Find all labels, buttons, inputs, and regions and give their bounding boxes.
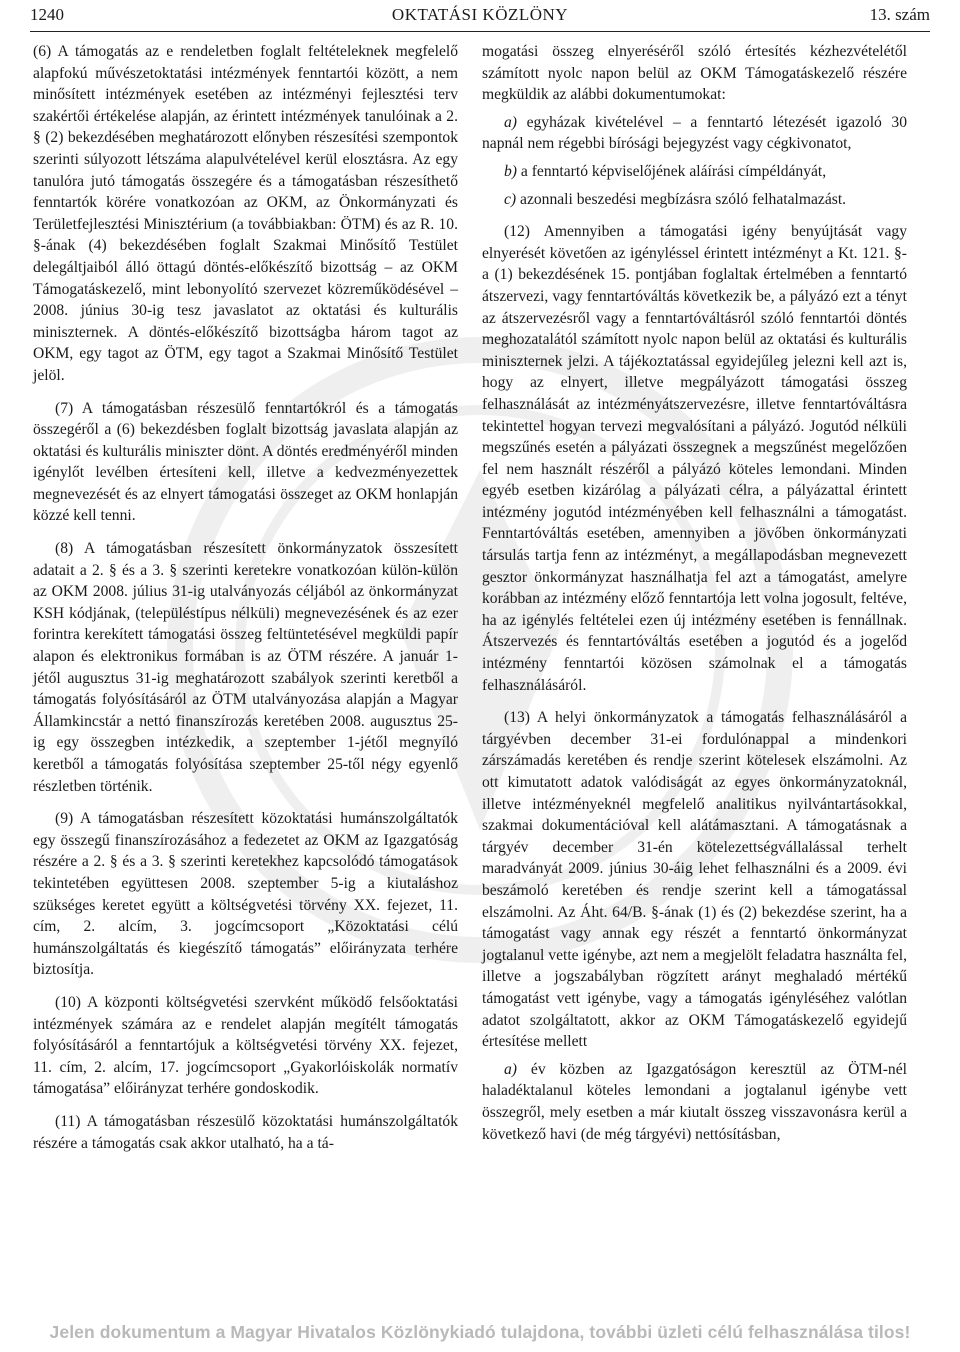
paragraph-6: (6) A támogatás az e rendeletben foglalt feltételeknek megfelelő alapfokú művészetoktatási intézmények fenntartói között, a nem minősített intézmények esetében az intézményi fejlesztési terv szakértői értékelése alapján, az érintett intézmények tanulóinak a 2. § (2) bekezdésében meghatározott előnyben részesítési szempontok szerinti súlyozott létszáma alapulvételével kerül elosztásra. Az egy tanulóra jutó támogatás összegére és a támogatásban részesíthető fenntartók körére vonatkozóan az OKM, az Önkormányzati és Területfejlesztési Minisztérium (a továbbiakban: ÖTM) és az R. 10. §-ának (4) bekezdésében foglalt Szakmai Minősítő Testület delegáltjaiból álló öttagú döntés-előkészítő bizottság – az OKM Támogatáskezelő, mint lebonyolító szervezet közreműködésével – 2008. június 30-ig tesz javaslatot az oktatási és kulturális miniszternek. A döntés-előkészítő bizottságba három tagot az OKM, egy tagot az ÖTM, egy tagot a Szakmai Minősítő Testület jelöl. — [33, 43, 458, 384]
paragraph-9: (9) A támogatásban részesített közoktatási humánszolgáltatók egy összegű finanszírozásához a fedezetet az OKM az Igazgatóság részére a 2. § és a 3. § szerinti keretekhez kapcsolódó támogatások tekintetében együttesen 2008. szeptember 5-ig a kiutaláshoz szükséges keretet együtt a költségvetési törvény XX. fejezet, 11. cím, 2. alcím, 3. jogcímcsoport „Közoktatási célú humánszolgáltatás és kiegészítő támogatás” előirányzata terhére biztosítja. — [33, 810, 458, 979]
paragraph-11-continuation: mogatási összeg elnyeréséről szóló értesítés kézhezvételétől számított nyolc napon belül az OKM Támogatáskezelő részére megküldik az alábbi dokumentumokat: — [482, 43, 907, 104]
issue-number: 13. szám — [869, 5, 930, 24]
page-number: 1240 — [30, 5, 64, 24]
final-item-a — [482, 1059, 907, 1145]
item-marker: a) — [504, 113, 517, 131]
item-marker: c) — [504, 190, 517, 208]
item-text: a fenntartó képviselőjének aláírási címpéldányát, — [520, 162, 827, 180]
paragraph-8: (8) A támogatásban részesített önkormányzatok összesített adatait a 2. § és a 3. § szerinti keretekre vonatkozóan külön-külön az OKM 2008. július 31-ig utalványozás céljából az önkormányzat KSH kódjának, (településtípus nélküli) megnevezésének és az ezer forintra kerekített támogatási összeg feltüntetésével megküldi papír alapon és elektronikus formában is az ÖTM részére. A január 1-jétől augusztus 31-ig meghatározott szabályok szerinti keretből a támogatás folyósításáról az ÖTM utalványozása alapján a Magyar Államkincstár a nettó finanszírozás keretében 2008. augusztus 25-ig egy összegben intézkedik, a szeptember 1-jétől megnyíló keretből a támogatás folyósítása szeptember 25-től négy egyenlő részletben történik. — [33, 540, 458, 795]
paragraph-10: (10) A központi költségvetési szervként működő felsőoktatási intézmények számára az e rendelet alapján megítélt támogatás folyósításáról a fenntartójuk a költségvetési törvény XX. fejezet, 11. cím, 2. alcím, 17. jogcímcsoport „Gyakorlóiskolák normatív támogatása” előirányzat terhére gondoskodik. — [33, 993, 458, 1098]
publication-title: OKTATÁSI KÖZLÖNY — [391, 5, 569, 24]
paragraph-13: (13) A helyi önkormányzatok a támogatás felhasználásáról a tárgyévben december 31-ei fordulónappal a mindenkori zárszámadás keretében és rendje szerint kötelesek elszámolni. Az ott kimutatott adatok valódiságát az egyes önkormányzatoknál, illetve intézményeknél megfelelő analitikus nyilvántartásokkal, szakmai dokumentációval kell alátámasztani. A támogatásnak a tárgyév december 31-én kötelezettségvállalással terhelt maradványát 2009. június 30-áig lehet felhasználni és a 2009. évi beszámoló keretében és rendje szerint kell a támogatással elszámolni. Az Áht. 64/B. §-ának (1) és (2) bekezdése szerint, ha a támogatást vagy annak egy részét a fenntartó önkormányzat jogtalanul vette igénybe, azt nem a megjelölt feladatra használta fel, illetve a jogszabályban rögzített arányt meghaladó mértékű támogatást vett igénybe, vagy a támogatás igényléséhez valótlan adatot szolgáltatott, akkor az OKM Támogatáskezelő egyidejű értesítése mellett — [482, 709, 907, 1051]
item-marker: a) — [504, 1060, 517, 1078]
document-item-b — [482, 161, 907, 183]
document-item-a — [482, 112, 907, 155]
paragraph-7: (7) A támogatásban részesülő fenntartókról és a támogatás összegéről a (6) bekezdésben foglalt bizottság javaslata alapján az oktatási és kulturális miniszter dönt. A döntés eredményéről minden igénylőt levélben értesíteni kell, illetve a kedvezményezettek megnevezését és az elnyert támogatási összeget az OKM honlapján közzé kell tenni. — [33, 399, 458, 525]
right-column — [482, 41, 907, 1145]
paragraph-12: (12) Amennyiben a támogatási igény benyújtását vagy elnyerését követően az igényléssel érintett intézményt a Kt. 121. §-a (1) bekezdésének 15. pontjában foglaltak értelmében a fenntartó átszervezi, vagy fenntartóváltás következik be, a pályázó ezt a tényt az átszervezésről vagy a fenntartóváltásról szóló fenntartói döntés meghozatalától számított nyolc napon belül az oktatási és kulturális miniszternek jelzi. A tájékoztatással egyidejűleg jelezni kell azt is, hogy az elnyert, illetve megpályázott támogatási összeg felhasználását az intézményátszervezésre, illetve fenntartóváltásra tekintettel hogyan tervezi megvalósítani a pályázó. Jogutód nélküli megszűnés esetén a pályázati összegnek a megszűnést megelőzően fel nem használt részéről a pályázó köteles lemondani. Minden egyéb esetben kizárólag a pályázati célra, a pályázattal érintett intézmény jogutód intézményében kell felhasználni a támogatást. Fenntartóváltás esetében, amennyiben a jövőben önkormányzati társulás tartja fenn az intézményt, a megállapodásban megnevezett gesztor önkormányzat használhatja fel azt a támogatást, amelyre korábban az intézmény előző fenntartója lett volna jogosult, feltéve, ha az igénylés feltételei ezen új intézmény esetében is fennállnak. Átszervezés és fenntartóváltás esetében a jogutód és a jogelőd intézmény fenntartói közösen számolnak el a támogatás felhasználásáról. — [482, 223, 907, 694]
item-text: azonnali beszedési megbízásra szóló felhatalmazást. — [520, 190, 847, 208]
paragraph-11: (11) A támogatásban részesülő közoktatási humánszolgáltatók részére a támogatás csak akkor utalható, ha a tá- — [33, 1112, 458, 1152]
header-divider — [30, 31, 930, 32]
left-column — [33, 41, 458, 1154]
page-header — [30, 4, 930, 28]
document-item-c — [482, 189, 907, 211]
item-text: egyházak kivételével – a fenntartó létezését igazoló 30 napnál nem régebbi bírósági bejegyzést vagy cégkivonatot, — [482, 113, 908, 153]
ownership-notice-footer: Jelen dokumentum a Magyar Hivatalos Közlönykiadó tulajdona, további üzleti célú felhasználása tilos! — [49, 1322, 911, 1342]
item-marker: b) — [504, 162, 517, 180]
item-text: év közben az Igazgatóságon keresztül az ÖTM-nél haladéktalanul köteles lemondani a jogtalanul igénybe vett összegről, mely esetben a már kiutalt összeg visszavonásra kerül a következő havi (de még tárgyévi) nettósításban, — [482, 1060, 907, 1143]
